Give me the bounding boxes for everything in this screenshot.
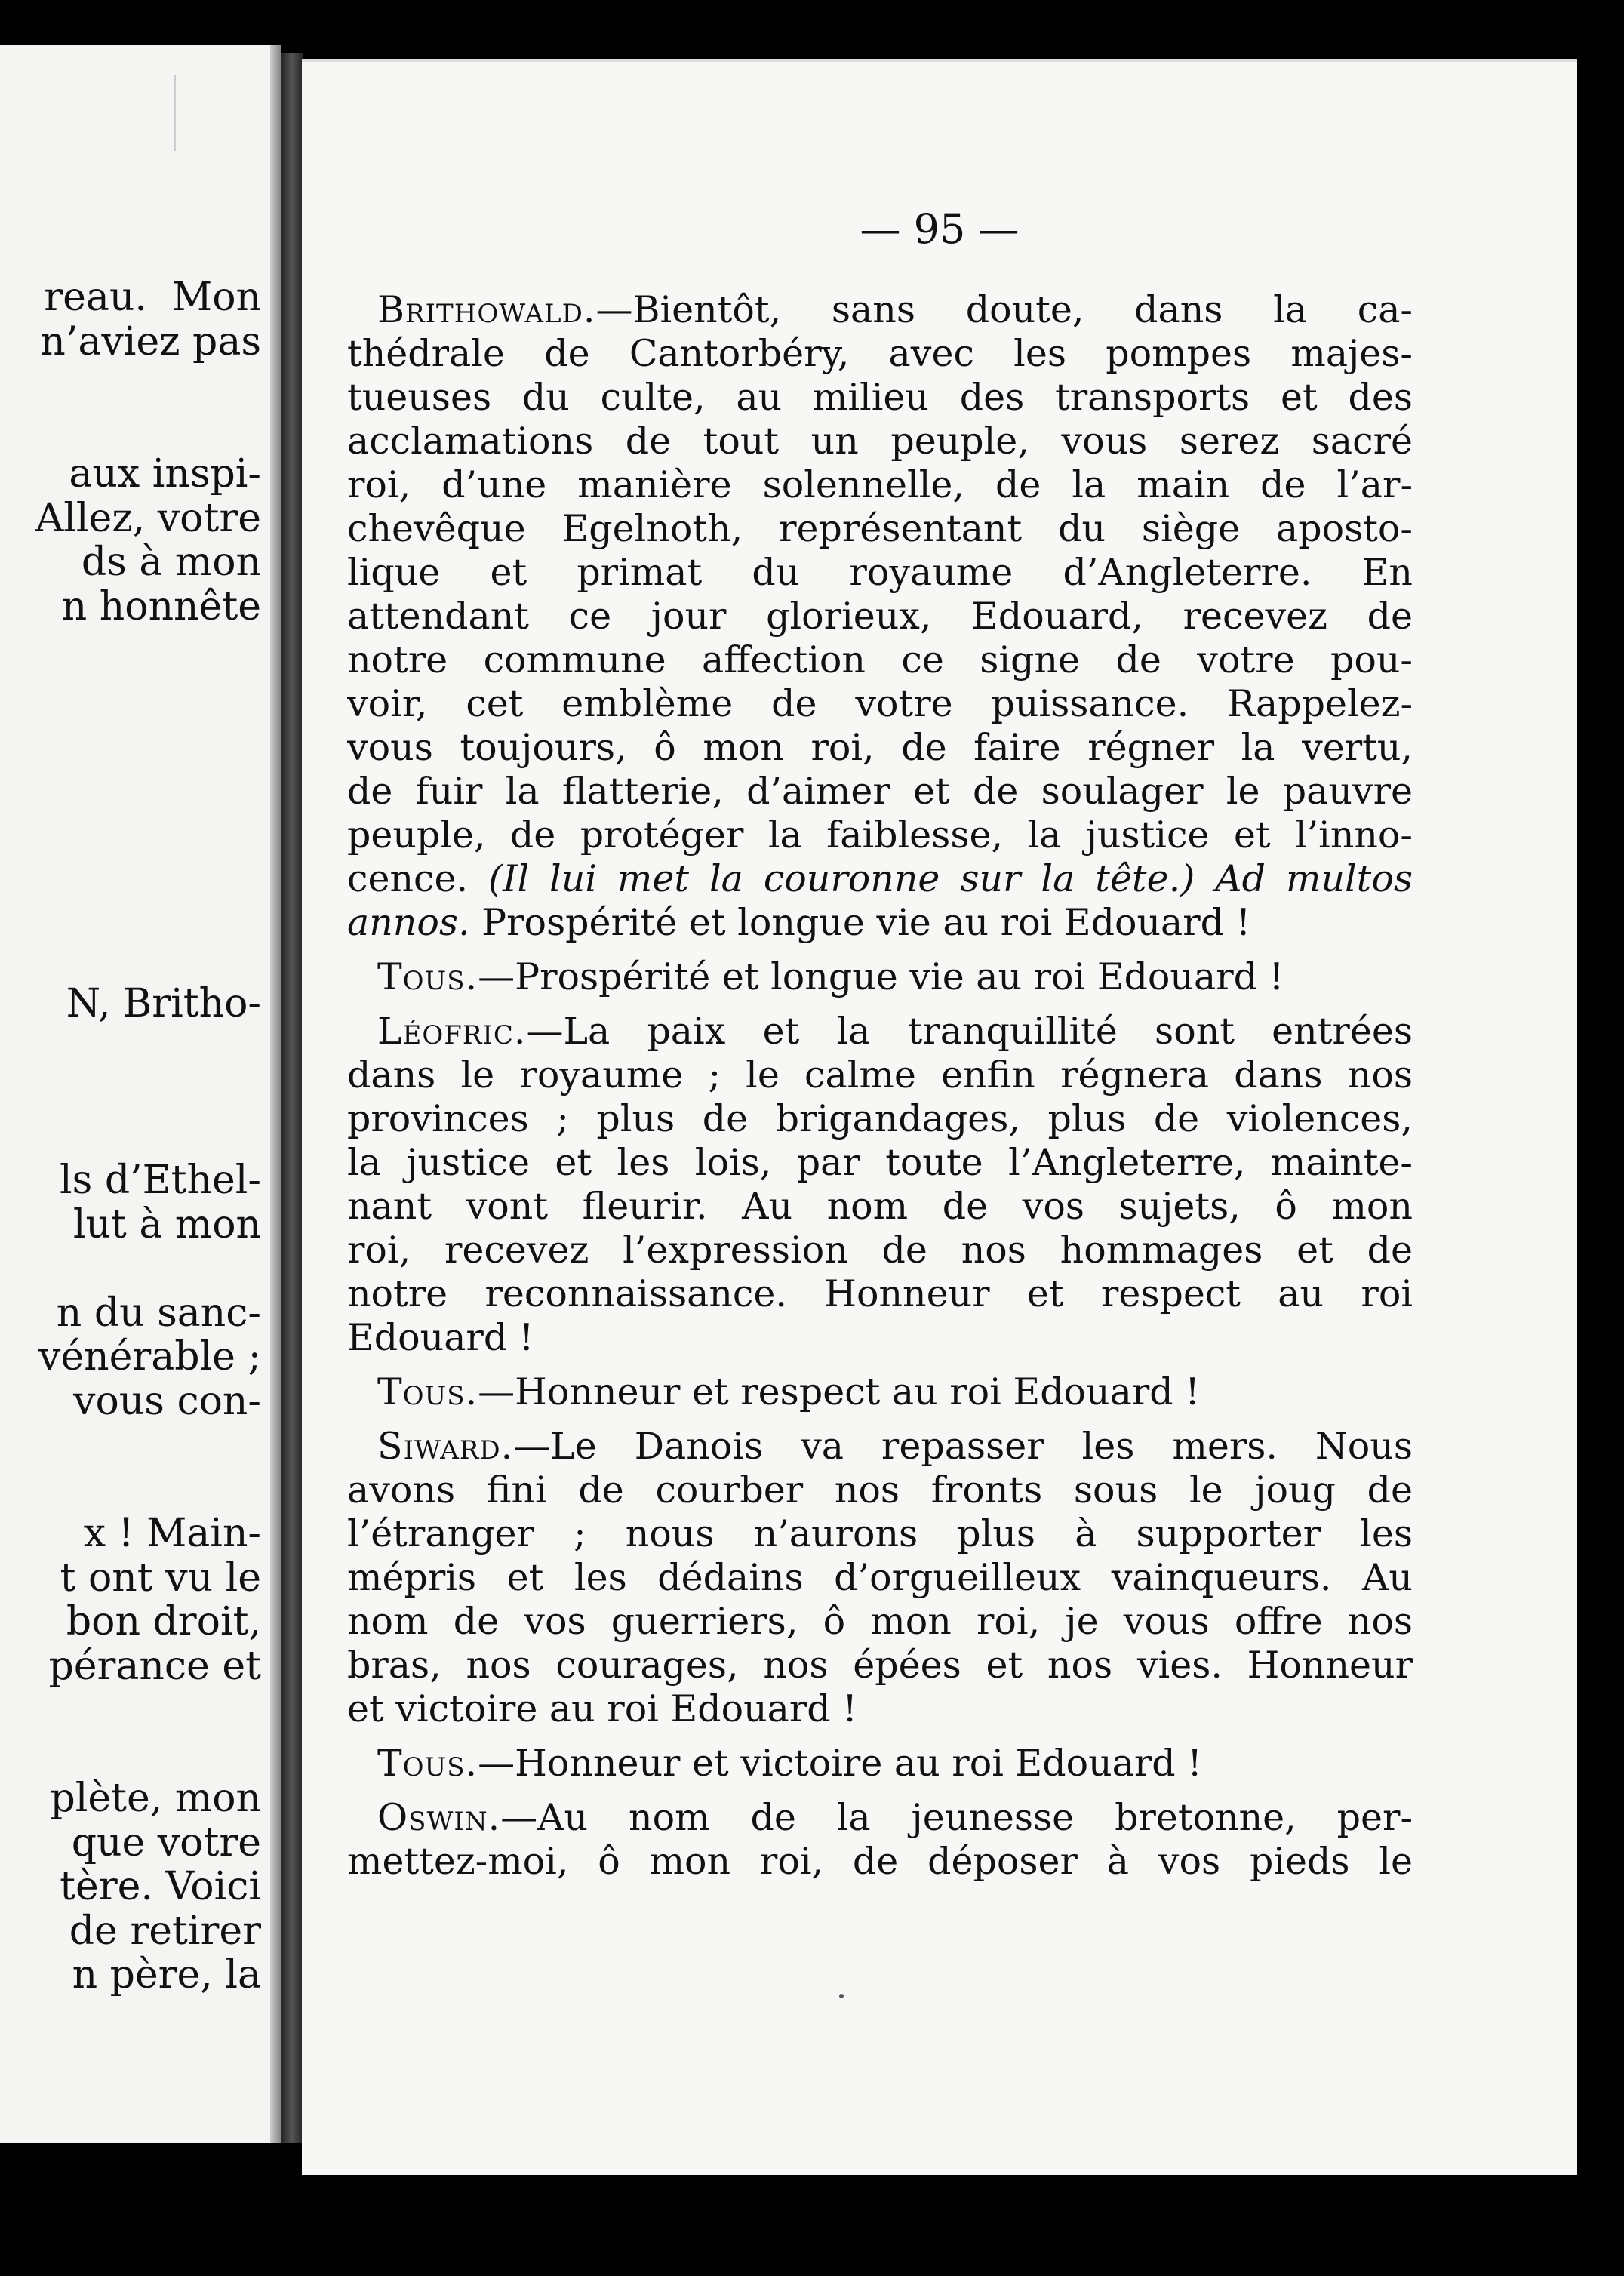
text-line: lique et primat du royaume d’Angleterre. En <box>347 551 1413 594</box>
paragraph-siward <box>347 1425 1413 1731</box>
left-page-line: n du sanc- <box>56 1290 261 1336</box>
left-page-line: de retirer <box>57 1908 261 1954</box>
left-page-line: Allez, votre <box>35 495 261 541</box>
text-line: attendant ce jour glorieux, Edouard, recevez de <box>347 595 1413 638</box>
text-line: cence. (Il lui met la couronne sur la tête.) Ad multos <box>347 857 1413 900</box>
text-line: Siward.—Le Danois va repasser les mers. Nous <box>377 1425 1413 1468</box>
left-page-line: plète, mon <box>50 1776 261 1821</box>
text-line: peuple, de protéger la faiblesse, la justice et l’inno- <box>347 814 1413 857</box>
text-line: nant vont fleurir. Au nom de vos sujets, ô mon <box>347 1185 1413 1228</box>
text-line: notre commune affection ce signe de votre pou- <box>347 638 1413 681</box>
faint-mark <box>174 75 221 151</box>
speaker-name: Siward. <box>377 1425 514 1468</box>
paragraph-tous-3 <box>347 1742 1413 1785</box>
text-line: Oswin.—Au nom de la jeunesse bretonne, per- <box>377 1796 1413 1839</box>
speaker-name: Oswin. <box>377 1796 501 1839</box>
speaker-name: Tous. <box>377 1370 478 1413</box>
left-page-gutter-shadow <box>270 45 281 2143</box>
paragraph-tous-1 <box>347 955 1413 999</box>
left-page-line: reau. Mon <box>44 275 261 320</box>
text-line: chevêque Egelnoth, représentant du siège aposto- <box>347 507 1413 550</box>
text-line: Edouard ! <box>347 1316 534 1359</box>
text-line: Tous.—Prospérité et longue vie au roi Edouard ! <box>377 955 1284 998</box>
left-page-line: aux inspi- <box>69 451 261 497</box>
paragraph-leofric <box>347 1010 1413 1360</box>
left-page-line: tère. Voici <box>60 1864 261 1909</box>
ink-dot <box>839 1994 844 1998</box>
paragraph-brithowald <box>347 288 1413 945</box>
left-page-line: que votre <box>59 1819 261 1865</box>
text-line: dans le royaume ; le calme enfin régnera dans nos <box>347 1053 1413 1096</box>
text-line: de fuir la flatterie, d’aimer et de soulager le pauvre <box>347 770 1413 813</box>
text-line: Léofric.—La paix et la tranquillité sont entrées <box>377 1010 1413 1053</box>
text-line: tueuses du culte, au milieu des transports et des <box>347 376 1413 419</box>
right-page <box>302 59 1577 2175</box>
text-line: notre reconnaissance. Honneur et respect au roi <box>347 1272 1413 1315</box>
text-line: voir, cet emblème de votre puissance. Rappelez- <box>347 682 1413 725</box>
text-line: et victoire au roi Edouard ! <box>347 1687 857 1730</box>
page-number: — 95 — <box>860 205 1020 253</box>
stage-direction: (Il lui met la couronne sur la tête.) <box>488 857 1195 900</box>
text-line: nom de vos guerriers, ô mon roi, je vous offre nos <box>347 1600 1413 1643</box>
text-line: annos. Prospérité et longue vie au roi Edouard ! <box>347 901 1251 944</box>
body-text <box>347 288 1413 1894</box>
text-line: Brithowald.—Bientôt, sans doute, dans la ca- <box>377 288 1413 331</box>
text-line: la justice et les lois, par toute l’Angleterre, mainte- <box>347 1141 1413 1184</box>
text-line: avons fini de courber nos fronts sous le joug de <box>347 1469 1413 1512</box>
left-page-line: vous con- <box>73 1378 261 1424</box>
speaker-name: Tous. <box>377 955 478 998</box>
left-page-line: x ! Main- <box>83 1511 261 1556</box>
text-line: Tous.—Honneur et victoire au roi Edouard ! <box>377 1742 1202 1785</box>
paragraph-oswin <box>347 1796 1413 1884</box>
left-page-line: ds à mon <box>81 540 261 585</box>
text-line: l’étranger ; nous n’aurons plus à supporter les <box>347 1512 1413 1555</box>
left-page-line: vénérable ; <box>38 1334 261 1379</box>
left-page-line: lut à mon <box>72 1201 261 1247</box>
left-page-line: pérance et <box>48 1643 261 1689</box>
text-line: mépris et les dédains d’orgueilleux vainqueurs. Au <box>347 1556 1413 1599</box>
left-page-line: N, Britho- <box>66 981 261 1026</box>
book-spine <box>281 53 303 2143</box>
text-line: mettez-moi, ô mon roi, de déposer à vos pieds le <box>347 1840 1413 1883</box>
text-line: Tous.—Honneur et respect au roi Edouard ! <box>377 1370 1200 1413</box>
left-page-line: ls d’Ethel- <box>60 1158 261 1203</box>
left-page-line: bon droit, <box>66 1599 261 1644</box>
text-line: roi, d’une manière solennelle, de la main de l’ar- <box>347 463 1413 506</box>
text-line: roi, recevez l’expression de nos hommages et de <box>347 1229 1413 1272</box>
text-line: bras, nos courages, nos épées et nos vies. Honneur <box>347 1644 1413 1687</box>
left-page-line: t ont vu le <box>60 1555 261 1601</box>
left-page-line: n honnête <box>61 583 261 629</box>
speaker-name: Léofric. <box>377 1010 527 1053</box>
text-line: vous toujours, ô mon roi, de faire régner la vertu, <box>347 726 1413 769</box>
speaker-name: Brithowald. <box>377 288 596 331</box>
text-line: provinces ; plus de brigandages, plus de violences, <box>347 1097 1413 1140</box>
paragraph-tous-2 <box>347 1370 1413 1414</box>
text-line: acclamations de tout un peuple, vous serez sacré <box>347 420 1413 463</box>
left-page-line: n’aviez pas <box>40 318 261 364</box>
text-line: thédrale de Cantorbéry, avec les pompes majes- <box>347 332 1413 375</box>
speaker-name: Tous. <box>377 1742 478 1785</box>
left-facing-page <box>0 45 281 2143</box>
left-page-line: n père, la <box>72 1952 261 1998</box>
